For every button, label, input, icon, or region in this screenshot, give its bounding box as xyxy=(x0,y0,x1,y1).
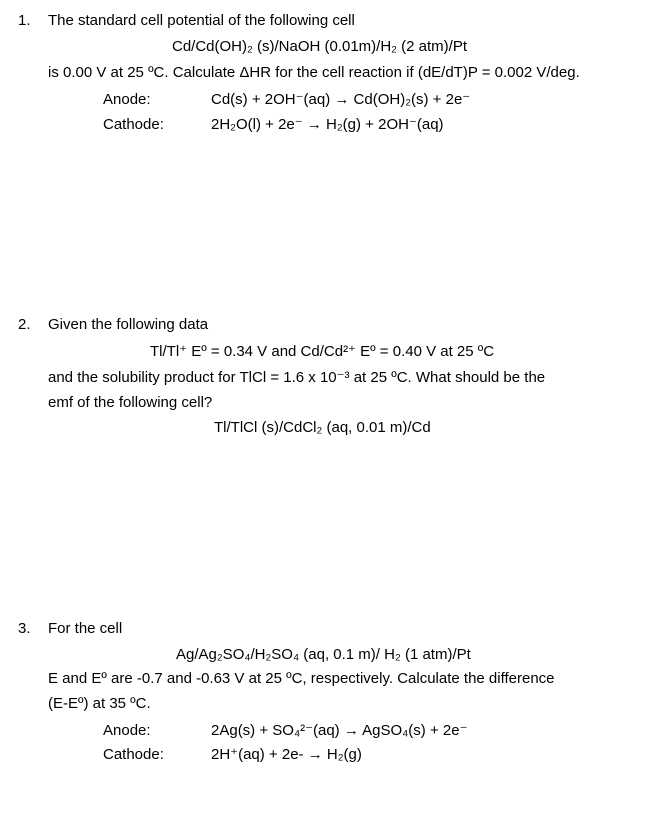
q3-cell: Ag/Ag₂SO₄/H₂SO₄ (aq, 0.1 m)/ H₂ (1 atm)/Pt xyxy=(176,646,471,663)
q1-anode-label: Anode: xyxy=(103,91,151,108)
q1-anode-reaction: Cd(s) + 2OH⁻(aq) → Cd(OH)₂(s) + 2e⁻ xyxy=(211,91,471,108)
q2-number: 2. xyxy=(18,316,31,333)
q1-intro: The standard cell potential of the following cell xyxy=(48,12,355,29)
q3-diff-line: (E-Eº) at 35 ºC. xyxy=(48,695,151,712)
q2-intro: Given the following data xyxy=(48,316,209,333)
q1-number: 1. xyxy=(18,12,31,29)
q3-anode-label: Anode: xyxy=(103,722,151,739)
q3-cathode-label: Cathode: xyxy=(103,746,164,763)
q1-condition: is 0.00 V at 25 ºC. Calculate ΔHR for the cell reaction if (dE/dT)P = 0.002 V/deg. xyxy=(48,64,580,81)
q2-cell: Tl/TlCl (s)/CdCl₂ (aq, 0.01 m)/Cd xyxy=(214,419,431,436)
q3-values-line: E and Eº are -0.7 and -0.63 V at 25 ºC, respectively. Calculate the difference xyxy=(48,670,555,687)
q3-cathode-reaction: 2H⁺(aq) + 2e- → H₂(g) xyxy=(211,746,362,763)
q1-cathode-label: Cathode: xyxy=(103,116,164,133)
q3-anode-reaction: 2Ag(s) + SO₄²⁻(aq) → AgSO₄(s) + 2e⁻ xyxy=(211,722,468,739)
q2-data-line: Tl/Tl⁺ Eº = 0.34 V and Cd/Cd²⁺ Eº = 0.40 V at 25 ºC xyxy=(150,343,495,360)
q2-ksp-line: and the solubility product for TlCl = 1.6 x 10⁻³ at 25 ºC. What should be the xyxy=(48,369,546,386)
q3-number: 3. xyxy=(18,620,31,637)
q2-question-line: emf of the following cell? xyxy=(48,394,213,411)
q3-intro: For the cell xyxy=(48,620,123,637)
q1-cell: Cd/Cd(OH)₂ (s)/NaOH (0.01m)/H₂ (2 atm)/Pt xyxy=(172,38,468,55)
q1-cathode-reaction: 2H₂O(l) + 2e⁻ → H₂(g) + 2OH⁻(aq) xyxy=(211,116,444,133)
